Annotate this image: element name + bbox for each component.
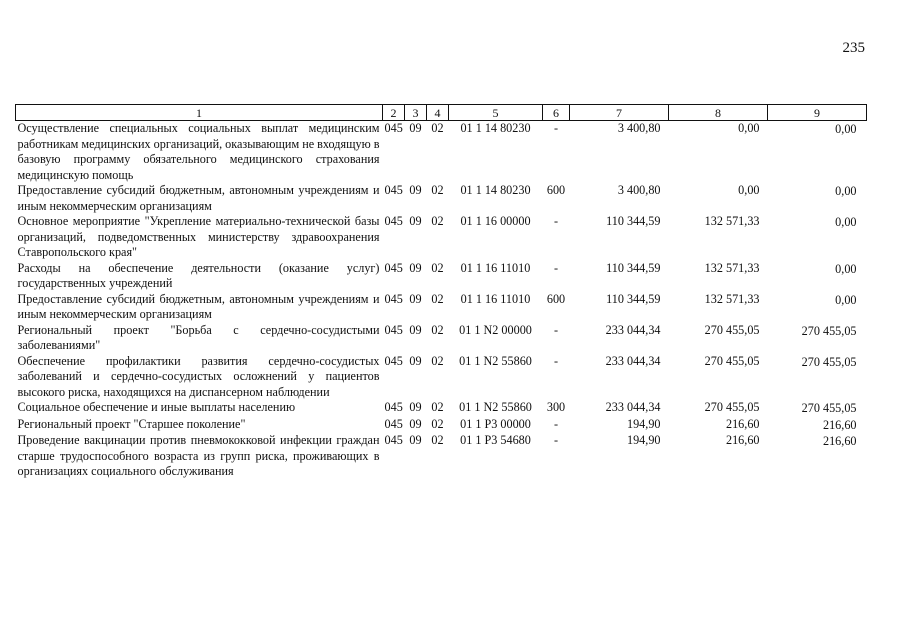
row-name-cell: Предоставление субсидий бюджетным, автономным учреждениям и иным некоммерческим организациям [17,183,380,213]
amount-col7-cell: 233 044,34 [605,322,661,337]
header-row [16,105,867,121]
header-cell: 4 [427,105,449,121]
row-name-cell: Основное мероприятие "Укрепление материально-технической базы организаций, подведомственных министерству здравоохранения Ставропольского края" [17,214,380,259]
amount-col9-cell: 216,60 [822,417,857,432]
table-row [16,261,867,292]
table-row [16,417,867,434]
amount-col8-cell: 216,60 [725,433,760,447]
amount-col9-cell: 270 455,05 [801,323,857,338]
table-row [16,323,867,354]
amount-col9-cell: 270 455,05 [801,401,857,415]
row-name-cell: Социальное обеспечение и иные выплаты населению [17,400,296,414]
expense-type-cell: - [553,260,559,275]
subsection-cell: 02 [431,433,444,447]
amount-col7-cell: 110 344,59 [606,260,661,275]
amount-col8-cell: 132 571,33 [704,260,760,275]
page-number: 235 [842,40,865,56]
amount-col8-cell: 0,00 [738,183,760,197]
amount-col8-cell: 0,00 [738,121,760,135]
expense-type-cell: - [553,353,559,368]
gr-cell: 045 [384,400,403,414]
expense-type-cell: 300 [546,400,566,414]
amount-col7-cell: 194,90 [626,433,661,447]
amount-col8-cell: 270 455,05 [704,353,760,368]
section-cell: 09 [409,121,422,135]
amount-col9-cell: 0,00 [835,122,857,136]
section-cell: 09 [409,416,422,431]
subsection-cell: 02 [431,183,444,197]
expense-type-cell: 600 [546,183,566,197]
amount-col8-cell: 270 455,05 [704,322,760,337]
amount-col9-cell: 0,00 [835,215,857,229]
header-cell: 8 [669,105,768,121]
row-name-cell: Обеспечение профилактики развития сердечно-сосудистых заболеваний и сердечно-сосудистых осложнений у пациентов высокого риска, находящихся на диспансерном наблюдении [17,353,380,399]
header-cell: 2 [383,105,405,121]
subsection-cell: 02 [431,121,444,135]
amount-col8-cell: 270 455,05 [704,400,760,414]
row-name-cell: Проведение вакцинации против пневмококковой инфекции граждан старше трудоспособного возраста из групп риска, проживающих в организациях социального обслуживания [17,433,380,478]
amount-col9-cell: 270 455,05 [801,354,857,369]
section-cell: 09 [409,322,422,337]
header-cell: 3 [405,105,427,121]
amount-col9-cell: 216,60 [822,434,857,448]
target-article-cell: 01 1 16 00000 [460,214,531,228]
section-cell: 09 [409,400,422,414]
subsection-cell: 02 [431,291,444,306]
subsection-cell: 02 [431,416,444,431]
gr-cell: 045 [384,322,403,337]
budget-table [15,104,867,480]
target-article-cell: 01 1 N2 00000 [459,322,532,337]
subsection-cell: 02 [431,322,444,337]
gr-cell: 045 [384,353,403,368]
expense-type-cell: - [553,214,559,228]
header-cell: 6 [543,105,570,121]
table-row [16,214,867,261]
amount-col8-cell: 216,60 [725,416,760,431]
table-row [16,400,867,417]
section-cell: 09 [409,353,422,368]
amount-col7-cell: 110 344,59 [606,291,661,306]
amount-col7-cell: 3 400,80 [617,183,661,197]
section-cell: 09 [409,214,422,228]
amount-col7-cell: 233 044,34 [605,400,661,414]
amount-col8-cell: 132 571,33 [704,291,760,306]
section-cell: 09 [409,291,422,306]
row-name-cell: Расходы на обеспечение деятельности (оказание услуг) государственных учреждений [17,260,380,290]
gr-cell: 045 [384,291,403,306]
header-cell: 9 [768,105,867,121]
amount-col9-cell: 0,00 [835,184,857,198]
section-cell: 09 [409,183,422,197]
amount-col7-cell: 233 044,34 [605,353,661,368]
gr-cell: 045 [384,183,403,197]
target-article-cell: 01 1 14 80230 [460,183,531,197]
amount-col7-cell: 110 344,59 [606,214,661,228]
target-article-cell: 01 1 N2 55860 [459,400,532,414]
table-row [16,121,867,184]
gr-cell: 045 [384,416,403,431]
amount-col7-cell: 194,90 [626,416,661,431]
amount-col8-cell: 132 571,33 [704,214,760,228]
gr-cell: 045 [384,214,403,228]
header-cell: 7 [570,105,669,121]
target-article-cell: 01 1 16 11010 [460,260,531,275]
target-article-cell: 01 1 N2 55860 [459,353,532,368]
subsection-cell: 02 [431,260,444,275]
amount-col7-cell: 3 400,80 [617,121,661,135]
target-article-cell: 01 1 14 80230 [460,121,531,135]
target-article-cell: 01 1 P3 54680 [460,433,531,447]
row-name-cell: Региональный проект "Старшее поколение" [17,416,246,431]
amount-col9-cell: 0,00 [835,292,857,307]
section-cell: 09 [409,260,422,275]
table-row [16,292,867,323]
gr-cell: 045 [384,433,403,447]
expense-type-cell: - [553,322,559,337]
section-cell: 09 [409,433,422,447]
expense-type-cell: - [553,416,559,431]
table-row [16,354,867,401]
expense-type-cell: - [553,121,559,135]
target-article-cell: 01 1 16 11010 [460,291,531,306]
expense-type-cell: - [553,433,559,447]
subsection-cell: 02 [431,353,444,368]
target-article-cell: 01 1 P3 00000 [460,416,531,431]
row-name-cell: Региональный проект "Борьба с сердечно-сосудистыми заболеваниями" [17,322,380,352]
row-name-cell: Предоставление субсидий бюджетным, автономным учреждениям и иным некоммерческим организациям [17,291,380,321]
expense-type-cell: 600 [546,291,566,306]
table-row [16,183,867,214]
gr-cell: 045 [384,260,403,275]
header-cell: 5 [449,105,543,121]
subsection-cell: 02 [431,400,444,414]
header-cell: 1 [16,105,383,121]
gr-cell: 045 [384,121,403,135]
table-row [16,433,867,480]
subsection-cell: 02 [431,214,444,228]
row-name-cell: Осуществление специальных социальных выплат медицинским работникам медицинских организаций, оказывающим не входящую в базовую программу обязательного медицинского страхования медицинскую помощь [17,121,380,182]
amount-col9-cell: 0,00 [835,261,857,276]
